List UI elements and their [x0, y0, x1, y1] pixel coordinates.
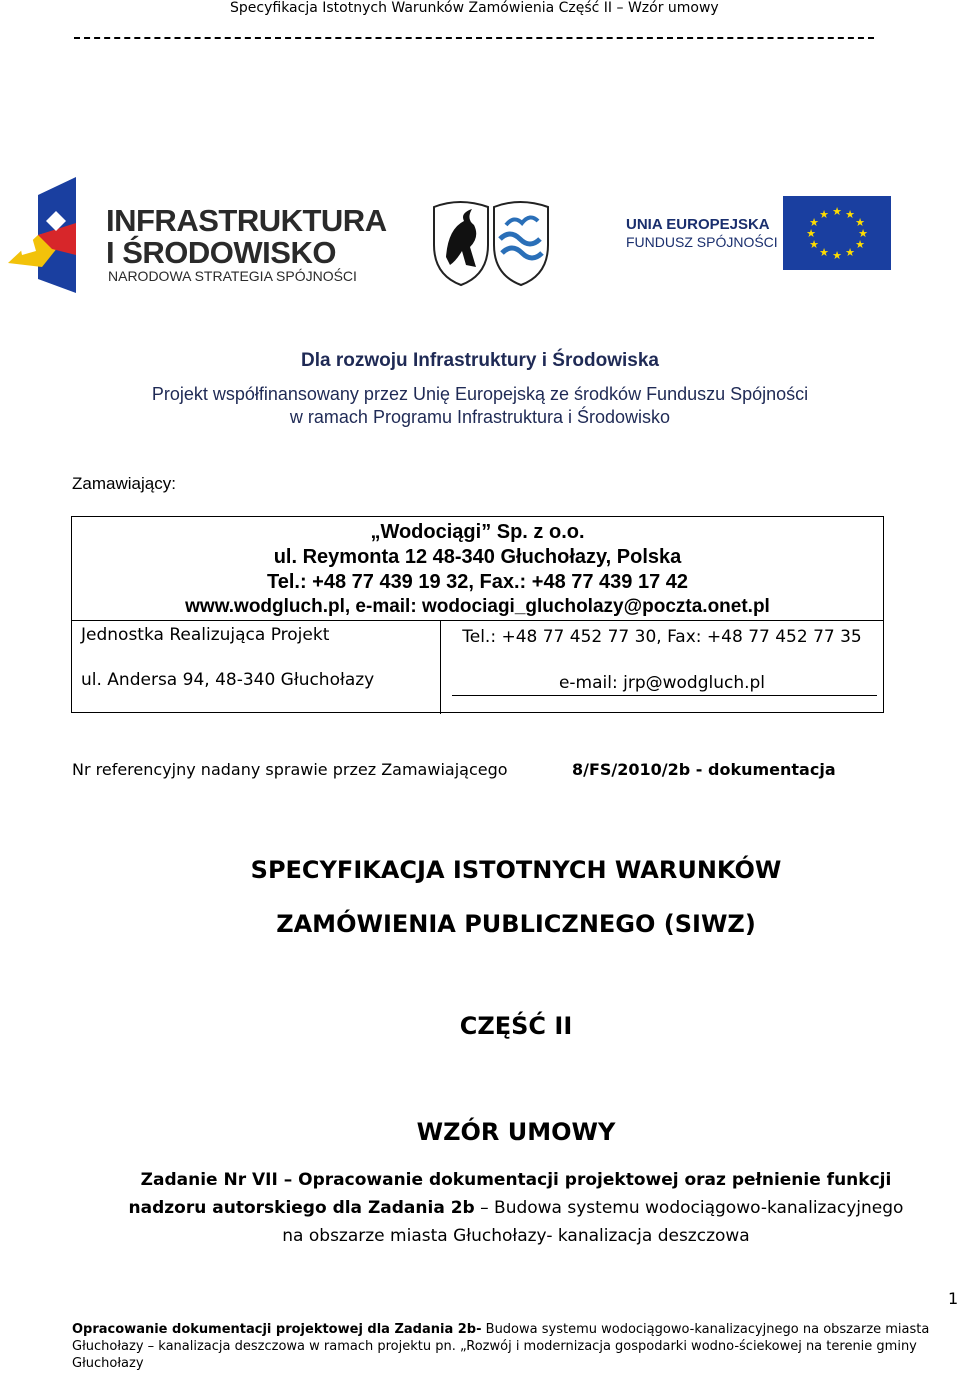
svg-text:★: ★: [832, 205, 842, 218]
task-line2-rest: – Budowa systemu wodociągowo-kanalizacyjnego: [474, 1198, 904, 1218]
company-name: „Wodociągi” Sp. z o.o.: [370, 521, 585, 543]
cofinancing-note-line1: Projekt współfinansowany przez Unię Europejską ze środków Funduszu Spójności: [151, 384, 809, 404]
page-number: 1: [948, 1289, 959, 1308]
svg-text:★: ★: [855, 238, 865, 251]
task-line1: Zadanie Nr VII – Opracowanie dokumentacji projektowej oraz pełnienie funkcji: [140, 1170, 892, 1190]
running-header: Specyfikacja Istotnych Warunków Zamówienia Część II – Wzór umowy: [230, 0, 719, 16]
svg-text:★: ★: [819, 208, 829, 221]
box-divider: [72, 620, 883, 621]
eu-flag-icon: [783, 196, 891, 270]
eu-logo-line1: UNIA EUROPEJSKA: [626, 216, 770, 233]
document-title-line2: ZAMÓWIENIA PUBLICZNEGO (SIWZ): [276, 910, 756, 938]
svg-text:★: ★: [858, 227, 868, 240]
task-line2-bold: nadzoru autorskiego dla Zadania 2b: [128, 1198, 475, 1218]
company-address: ul. Reymonta 12 48-340 Głuchołazy, Polska: [273, 546, 682, 568]
program-slogan: Dla rozwoju Infrastruktury i Środowiska: [301, 350, 659, 371]
footer-bold: Opracowanie dokumentacji projektowej dla Zadania 2b-: [72, 1322, 482, 1337]
eu-cohesion-fund-logo: [626, 196, 896, 272]
task-line2: [0, 1198, 960, 1218]
document-type: WZÓR UMOWY: [416, 1118, 616, 1146]
jrp-name: Jednostka Realizująca Projekt: [81, 625, 330, 645]
company-web-email: www.wodgluch.pl, e-mail: wodociagi_glucholazy@poczta.onet.pl: [185, 596, 770, 617]
contracting-authority-box: [71, 516, 884, 713]
infrastruktura-emblem-icon: [8, 175, 88, 295]
reference-number-value: 8/FS/2010/2b - dokumentacja: [572, 760, 836, 779]
svg-text:★: ★: [809, 216, 819, 229]
svg-text:★: ★: [845, 208, 855, 221]
svg-text:★: ★: [832, 249, 842, 262]
document-title-line1: SPECYFIKACJA ISTOTNYCH WARUNKÓW: [250, 856, 782, 884]
document-part: CZĘŚĆ II: [459, 1012, 573, 1040]
goat-and-water-shields-icon: [430, 195, 552, 287]
infrastruktura-logo-line3: NARODOWA STRATEGIA SPÓJNOŚCI: [108, 268, 357, 284]
reference-number-label: Nr referencyjny nadany sprawie przez Zamawiającego: [72, 760, 508, 779]
cofinancing-note-line2: w ramach Programu Infrastruktura i Środowisko: [289, 407, 671, 427]
svg-text:★: ★: [806, 227, 816, 240]
jrp-address: ul. Andersa 94, 48-340 Głuchołazy: [81, 670, 375, 690]
contracting-authority-label: Zamawiający:: [72, 474, 176, 493]
svg-text:★: ★: [819, 246, 829, 259]
infrastruktura-logo-line1: INFRASTRUKTURA: [106, 203, 387, 238]
page-footer: [72, 1321, 952, 1372]
box-column-divider: [440, 621, 441, 714]
jrp-email: e-mail: jrp@wodgluch.pl: [558, 673, 766, 693]
infrastruktura-logo: [8, 175, 387, 295]
wodociagi-logo: [430, 195, 552, 287]
infrastruktura-logo-line2: I ŚRODOWISKO: [106, 235, 336, 270]
jrp-phone: Tel.: +48 77 452 77 30, Fax: +48 77 452 77 35: [462, 627, 862, 647]
svg-text:★: ★: [855, 216, 865, 229]
svg-text:★: ★: [809, 238, 819, 251]
svg-text:★: ★: [845, 246, 855, 259]
footer-rest: Budowa systemu wodociągowo-kanalizacyjnego na obszarze miasta Głuchołazy – kanalizacja deszczowa w ramach projektu pn. „Rozwój i modernizacja gospodarki wodno-ściekowej na terenie gminy Głuchołazy: [72, 1322, 930, 1371]
eu-logo-line2: FUNDUSZ SPÓJNOŚCI: [626, 234, 778, 250]
task-line3: na obszarze miasta Głuchołazy- kanalizacja deszczowa: [282, 1226, 750, 1246]
company-phone: Tel.: +48 77 439 19 32, Fax.: +48 77 439 17 42: [266, 571, 689, 593]
jrp-underline: [452, 695, 877, 696]
header-divider: [74, 37, 874, 39]
